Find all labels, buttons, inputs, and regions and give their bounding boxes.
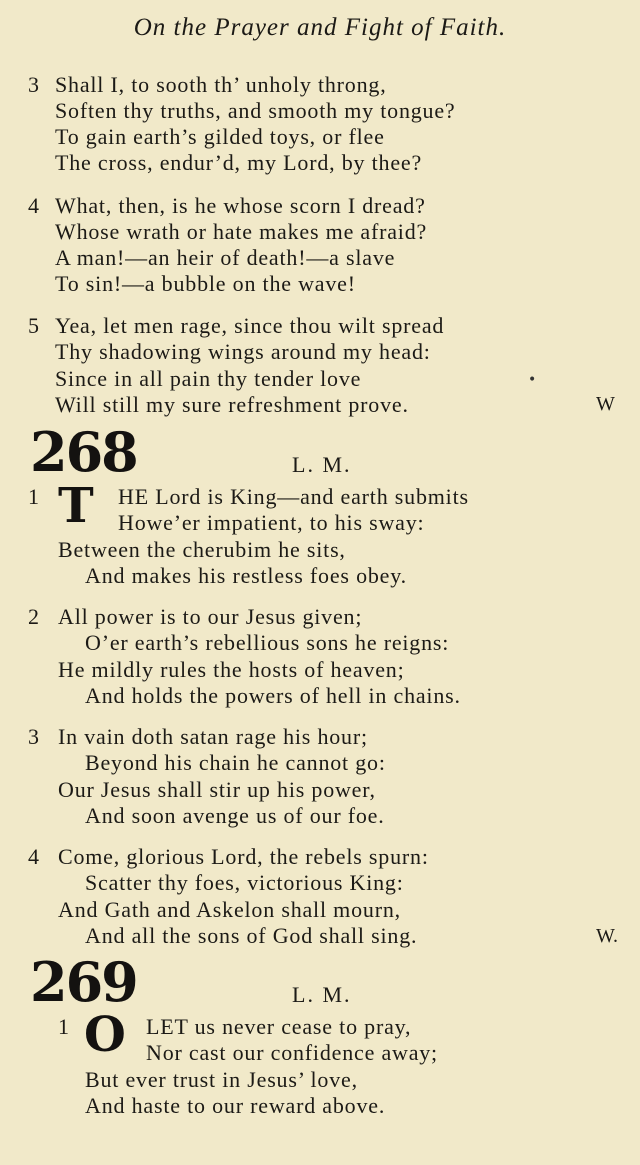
verse-line: And soon avenge us of our foe.	[85, 803, 385, 828]
verse-line: The cross, endur’d, my Lord, by thee?	[55, 150, 423, 175]
verse-line: Whose wrath or hate makes me afraid?	[55, 219, 428, 244]
hymn-meter: L. M.	[292, 982, 352, 1007]
verse-number: 2	[28, 604, 39, 629]
page-header: On the Prayer and Fight of Faith.	[133, 14, 507, 41]
hymn-number: 269	[30, 950, 137, 1014]
verse-line: Thy shadowing wings around my head:	[55, 339, 431, 364]
verse-line: He mildly rules the hosts of heaven;	[58, 657, 405, 682]
verse-line: Since in all pain thy tender love	[55, 366, 362, 391]
verse-line: But ever trust in Jesus’ love,	[85, 1067, 358, 1092]
verse-line: Our Jesus shall stir up his power,	[58, 777, 376, 802]
verse-line: And makes his restless foes obey.	[85, 563, 407, 588]
verse-line: Nor cast our confidence away;	[146, 1040, 438, 1065]
verse-line: Between the cherubim he sits,	[58, 537, 346, 562]
drop-cap: T	[58, 478, 94, 534]
hymn-number: 268	[30, 420, 137, 484]
author-initial: W	[596, 393, 615, 415]
hymn-meter: L. M.	[292, 452, 352, 477]
verse-number: 4	[28, 193, 39, 218]
verse-line: O’er earth’s rebellious sons he reigns:	[85, 630, 450, 655]
verse-line: Will still my sure refreshment prove.	[55, 392, 409, 417]
verse-line: Scatter thy foes, victorious King:	[85, 870, 404, 895]
author-initial: W.	[596, 925, 619, 947]
verse-line: And holds the powers of hell in chains.	[85, 683, 461, 708]
drop-cap: O	[84, 1007, 126, 1063]
verse-line: To gain earth’s gilded toys, or flee	[55, 124, 385, 149]
verse-number: 3	[28, 72, 39, 97]
verse-number: 1	[58, 1014, 69, 1039]
verse-number: 1	[28, 484, 39, 509]
verse-number: 3	[28, 724, 39, 749]
verse-line: In vain doth satan rage his hour;	[58, 724, 368, 749]
verse-line: Come, glorious Lord, the rebels spurn:	[58, 844, 429, 869]
verse-line: LET us never cease to pray,	[146, 1014, 412, 1039]
verse-line: Beyond his chain he cannot go:	[85, 750, 386, 775]
verse-line: What, then, is he whose scorn I dread?	[55, 193, 426, 218]
verse-line: And haste to our reward above.	[85, 1093, 386, 1118]
stray-dot: •	[528, 372, 537, 388]
verse-line: HE Lord is King—and earth submits	[118, 484, 469, 509]
verse-line: A man!—an heir of death!—a slave	[55, 245, 396, 270]
verse-line: Howe’er impatient, to his sway:	[118, 510, 425, 535]
verse-line: Shall I, to sooth th’ unholy throng,	[55, 72, 387, 97]
verse-line: Yea, let men rage, since thou wilt spread	[55, 313, 445, 338]
verse-line: And Gath and Askelon shall mourn,	[58, 897, 401, 922]
verse-line: All power is to our Jesus given;	[58, 604, 363, 629]
verse-number: 5	[28, 313, 39, 338]
verse-line: And all the sons of God shall sing.	[85, 923, 418, 948]
verse-line: Soften thy truths, and smooth my tongue?	[55, 98, 456, 123]
verse-line: To sin!—a bubble on the wave!	[55, 271, 356, 296]
verse-number: 4	[28, 844, 39, 869]
